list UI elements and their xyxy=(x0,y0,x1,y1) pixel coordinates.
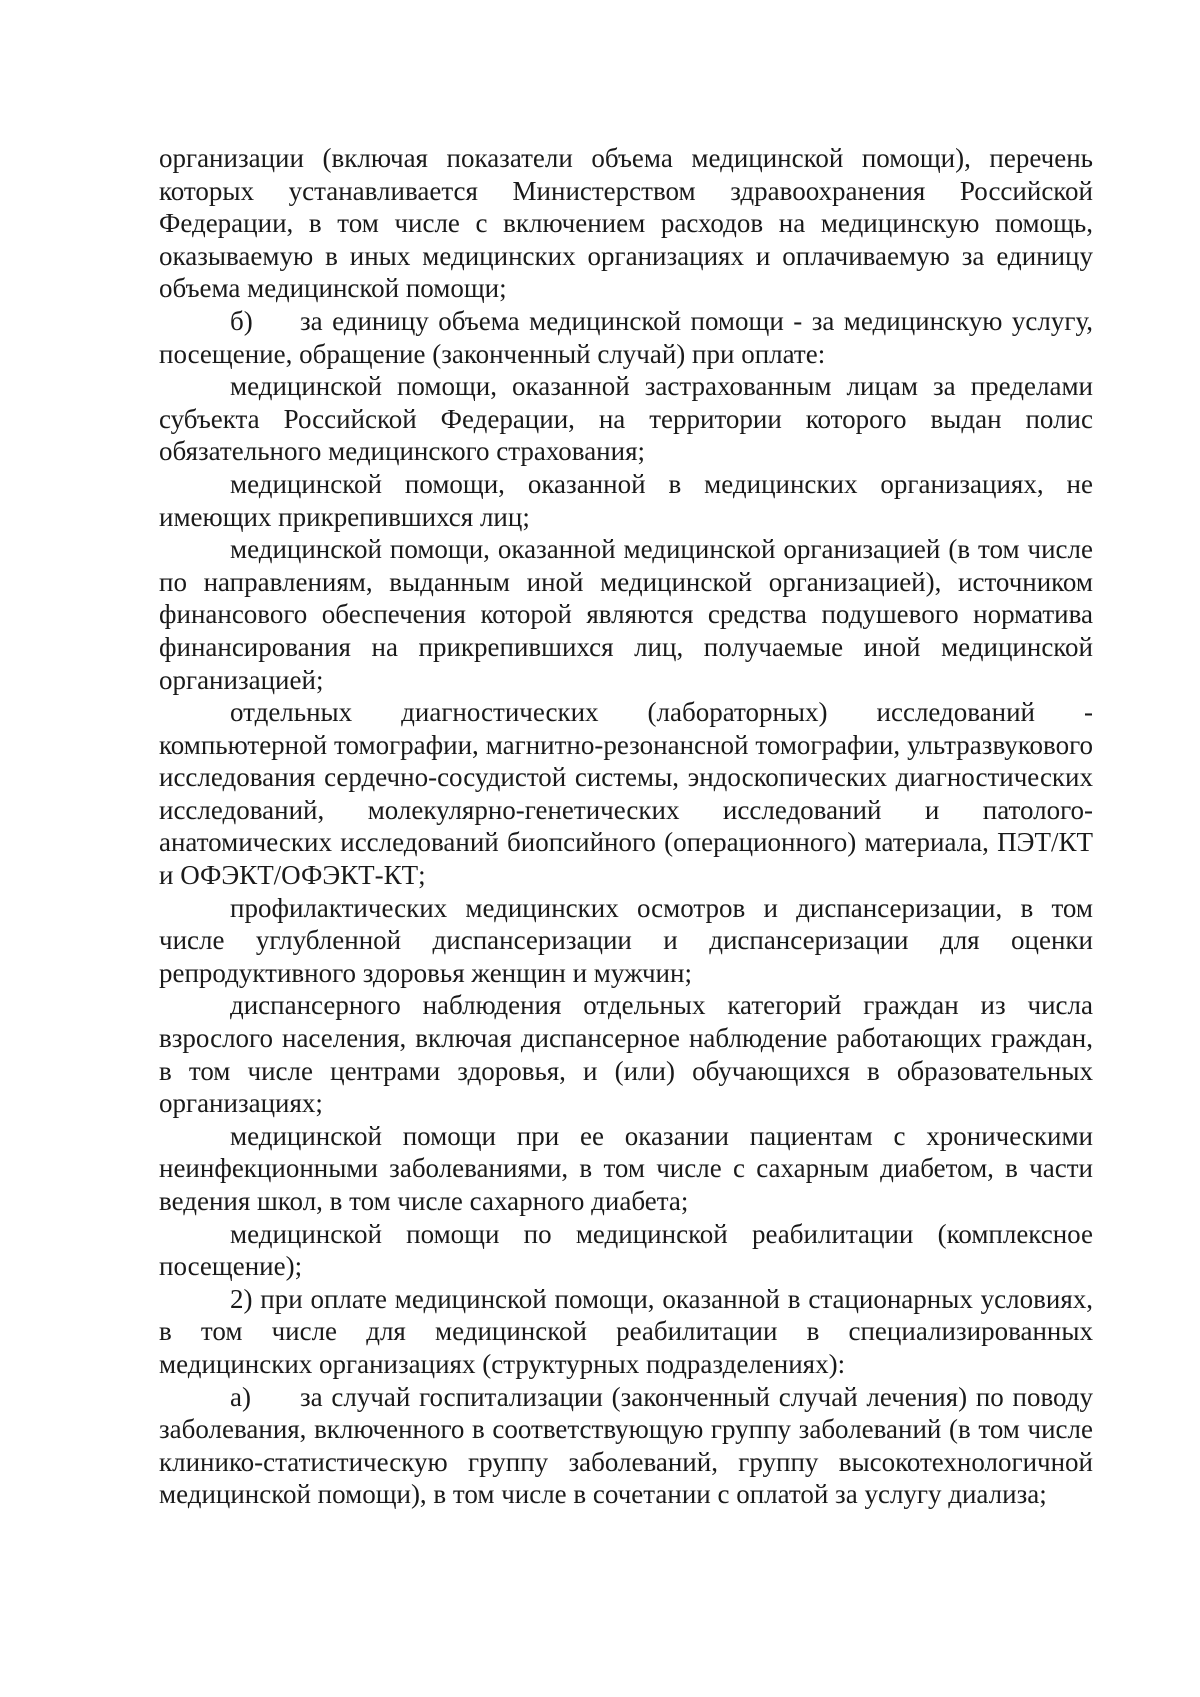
paragraph-9-text: медицинской помощи при ее оказании пациентам с хроническими неинфекционными заболеваниями, в том числе с сахарным диабетом, в части ведения школ, в том числе сахарного диабета; xyxy=(159,1120,1093,1216)
paragraph-4-text: медицинской помощи, оказанной в медицинских организациях, не имеющих прикрепившихся лиц; xyxy=(159,468,1093,532)
paragraph-9 xyxy=(159,1120,1093,1218)
document-body xyxy=(159,142,1093,1511)
paragraph-12-text: за случай госпитализации (законченный случай лечения) по поводу заболевания, включенного в соответствующую группу заболеваний (в том числе клинико-статистическую группу заболеваний, группу высокотехнологичной медицинской помощи), в том числе в сочетании с оплатой за услугу диализа; xyxy=(159,1381,1093,1510)
paragraph-5 xyxy=(159,533,1093,696)
paragraph-10 xyxy=(159,1218,1093,1283)
paragraph-6 xyxy=(159,696,1093,892)
paragraph-12 xyxy=(159,1381,1093,1511)
paragraph-6-text: отдельных диагностических (лабораторных) исследований - компьютерной томографии, магнитно-резонансной томографии, ультразвукового исследования сердечно-сосудистой системы, эндоскопических диагностических исследований, молекулярно-генетических исследований и патолого-анатомических исследований биопсийного (операционного) материала, ПЭТ/КТ и ОФЭКТ/ОФЭКТ-КТ; xyxy=(159,697,1093,891)
paragraph-11 xyxy=(159,1283,1093,1381)
paragraph-7 xyxy=(159,892,1093,990)
paragraph-2 xyxy=(159,305,1093,370)
list-marker-a: а) xyxy=(230,1381,251,1412)
paragraph-11-text: 2) при оплате медицинской помощи, оказанной в стационарных условиях, в том числе для медицинской реабилитации в специализированных медицинских организациях (структурных подразделениях): xyxy=(159,1283,1093,1379)
paragraph-3-text: медицинской помощи, оказанной застрахованным лицам за пределами субъекта Российской Федерации, на территории которого выдан полис обязательного медицинского страхования; xyxy=(159,371,1093,467)
paragraph-7-text: профилактических медицинских осмотров и диспансеризации, в том числе углубленной диспансеризации и диспансеризации для оценки репродуктивного здоровья женщин и мужчин; xyxy=(159,892,1093,988)
list-marker-b: б) xyxy=(230,305,253,336)
paragraph-8 xyxy=(159,989,1093,1119)
paragraph-8-text: диспансерного наблюдения отдельных категорий граждан из числа взрослого населения, включая диспансерное наблюдение работающих граждан, в том числе центрами здоровья, и (или) обучающихся в образовательных организациях; xyxy=(159,990,1093,1119)
paragraph-2-text: за единицу объема медицинской помощи - за медицинскую услугу, посещение, обращение (законченный случай) при оплате: xyxy=(159,305,1093,369)
paragraph-3 xyxy=(159,370,1093,468)
paragraph-1 xyxy=(159,142,1093,305)
paragraph-4 xyxy=(159,468,1093,533)
paragraph-1-text: организации (включая показатели объема медицинской помощи), перечень которых устанавливается Министерством здравоохранения Российской Федерации, в том числе с включением расходов на медицинскую помощь, оказываемую в иных медицинских организациях и оплачиваемую за единицу объема медицинской помощи; xyxy=(159,143,1093,304)
paragraph-10-text: медицинской помощи по медицинской реабилитации (комплексное посещение); xyxy=(159,1218,1093,1282)
paragraph-5-text: медицинской помощи, оказанной медицинской организацией (в том числе по направлениям, выданным иной медицинской организацией), источником финансового обеспечения которой являются средства подушевого норматива финансирования на прикрепившихся лиц, получаемые иной медицинской организацией; xyxy=(159,534,1093,695)
